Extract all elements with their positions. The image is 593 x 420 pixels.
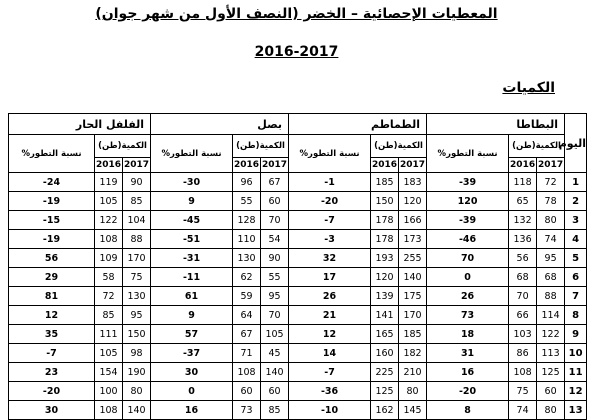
qty-2016-cell: 60	[233, 382, 261, 401]
qty-2016-cell: 109	[95, 249, 123, 268]
qty-2016-cell: 73	[233, 401, 261, 420]
qty-2016-cell: 160	[371, 344, 399, 363]
day-cell: 6	[565, 268, 587, 287]
day-cell: 13	[565, 401, 587, 420]
qty-2017-cell: 70	[261, 211, 289, 230]
rate-cell: 21	[289, 306, 371, 325]
qty-2016-cell: 178	[371, 211, 399, 230]
rate-cell: 30	[9, 401, 95, 420]
day-cell: 10	[565, 344, 587, 363]
qty-2017-cell: 45	[261, 344, 289, 363]
qty-2016-cell: 120	[371, 268, 399, 287]
rate-cell: 10-	[289, 401, 371, 420]
rate-cell: 36-	[289, 382, 371, 401]
qty-2017-cell: 183	[399, 173, 427, 192]
qty-2017-cell: 114	[537, 306, 565, 325]
rate-header: نسبة التطور%	[289, 135, 371, 173]
qty-2016-cell: 119	[95, 173, 123, 192]
qty-2016-cell: 128	[233, 211, 261, 230]
rate-cell: 0	[151, 382, 233, 401]
qty-2017-cell: 68	[537, 268, 565, 287]
year-2017-header: 2017	[399, 158, 427, 173]
qty-2017-cell: 140	[399, 268, 427, 287]
product-header: الفلفل الحار	[9, 114, 151, 135]
qty-2016-cell: 74	[509, 401, 537, 420]
table-row	[9, 401, 587, 420]
qty-2017-cell: 185	[399, 325, 427, 344]
qty-2017-cell: 74	[537, 230, 565, 249]
qty-2016-cell: 71	[233, 344, 261, 363]
day-cell: 5	[565, 249, 587, 268]
qty-2017-cell: 78	[537, 192, 565, 211]
rate-cell: 1-	[289, 173, 371, 192]
qty-2016-cell: 110	[233, 230, 261, 249]
rate-cell: 29	[9, 268, 95, 287]
day-cell: 1	[565, 173, 587, 192]
day-cell: 2	[565, 192, 587, 211]
qty-2017-cell: 72	[537, 173, 565, 192]
qty-2017-cell: 90	[123, 173, 151, 192]
table-row	[9, 173, 587, 192]
section-title: الكميات	[502, 80, 555, 96]
qty-2017-cell: 140	[261, 363, 289, 382]
qty-2017-cell: 105	[261, 325, 289, 344]
qty-2016-cell: 150	[371, 192, 399, 211]
year-2017-header: 2017	[123, 158, 151, 173]
product-header: الطماطم	[289, 114, 427, 135]
qty-2017-cell: 125	[537, 363, 565, 382]
table-row	[9, 363, 587, 382]
qty-2016-cell: 55	[233, 192, 261, 211]
qty-2017-cell: 70	[261, 306, 289, 325]
qty-2017-cell: 54	[261, 230, 289, 249]
qty-2017-cell: 173	[399, 230, 427, 249]
qty-2017-cell: 98	[123, 344, 151, 363]
rate-cell: 35	[9, 325, 95, 344]
qty-2017-cell: 55	[261, 268, 289, 287]
rate-header: نسبة التطور%	[9, 135, 95, 173]
qty-2016-cell: 193	[371, 249, 399, 268]
page-title: المعطيات الإحصائية – الخضر (النصف الأول من شهر جوان)	[95, 6, 498, 22]
rate-cell: 45-	[151, 211, 233, 230]
rate-cell: 8	[427, 401, 509, 420]
rate-cell: 9	[151, 306, 233, 325]
day-cell: 7	[565, 287, 587, 306]
rate-cell: 14	[289, 344, 371, 363]
qty-2017-cell: 170	[123, 249, 151, 268]
rate-cell: 31	[427, 344, 509, 363]
rate-cell: 7-	[9, 344, 95, 363]
qty-2016-cell: 162	[371, 401, 399, 420]
qty-2017-cell: 95	[537, 249, 565, 268]
table-row	[9, 230, 587, 249]
rate-cell: 0	[427, 268, 509, 287]
rate-cell: 20-	[427, 382, 509, 401]
rate-cell: 20-	[289, 192, 371, 211]
table-row	[9, 192, 587, 211]
qty-2016-cell: 178	[371, 230, 399, 249]
rate-cell: 81	[9, 287, 95, 306]
qty-2017-cell: 104	[123, 211, 151, 230]
year-2016-header: 2016	[233, 158, 261, 173]
rate-cell: 120	[427, 192, 509, 211]
rate-cell: 61	[151, 287, 233, 306]
qty-2016-cell: 111	[95, 325, 123, 344]
qty-2016-cell: 85	[95, 306, 123, 325]
qty-2017-cell: 75	[123, 268, 151, 287]
rate-cell: 30-	[151, 173, 233, 192]
rate-cell: 31-	[151, 249, 233, 268]
qty-2017-cell: 210	[399, 363, 427, 382]
quantity-header: الكمية(طن)	[371, 135, 427, 158]
rate-cell: 51-	[151, 230, 233, 249]
qty-2017-cell: 145	[399, 401, 427, 420]
rate-header: نسبة التطور%	[151, 135, 233, 173]
qty-2016-cell: 67	[233, 325, 261, 344]
rate-cell: 19-	[9, 230, 95, 249]
year-2017-header: 2017	[261, 158, 289, 173]
qty-2016-cell: 72	[95, 287, 123, 306]
rate-cell: 26	[289, 287, 371, 306]
rate-cell: 12	[289, 325, 371, 344]
qty-2017-cell: 80	[537, 401, 565, 420]
qty-2016-cell: 139	[371, 287, 399, 306]
rate-cell: 73	[427, 306, 509, 325]
qty-2016-cell: 75	[509, 382, 537, 401]
qty-2016-cell: 105	[95, 192, 123, 211]
year-2017-header: 2017	[537, 158, 565, 173]
rate-cell: 30	[151, 363, 233, 382]
year-2016-header: 2016	[371, 158, 399, 173]
qty-2017-cell: 80	[399, 382, 427, 401]
qty-2016-cell: 59	[233, 287, 261, 306]
qty-2016-cell: 141	[371, 306, 399, 325]
rate-cell: 11-	[151, 268, 233, 287]
rate-cell: 23	[9, 363, 95, 382]
qty-2016-cell: 154	[95, 363, 123, 382]
qty-2017-cell: 130	[123, 287, 151, 306]
rate-header: نسبة التطور%	[427, 135, 509, 173]
qty-2016-cell: 165	[371, 325, 399, 344]
qty-2016-cell: 86	[509, 344, 537, 363]
quantity-header: الكمية(طن)	[233, 135, 289, 158]
rate-cell: 7-	[289, 363, 371, 382]
quantity-header: الكمية(طن)	[95, 135, 151, 158]
day-cell: 3	[565, 211, 587, 230]
qty-2016-cell: 56	[509, 249, 537, 268]
product-header: البطاطا	[427, 114, 565, 135]
statistics-table	[8, 113, 587, 420]
qty-2017-cell: 120	[399, 192, 427, 211]
day-cell: 11	[565, 363, 587, 382]
qty-2016-cell: 185	[371, 173, 399, 192]
product-header: بصل	[151, 114, 289, 135]
qty-2017-cell: 122	[537, 325, 565, 344]
rate-cell: 16	[151, 401, 233, 420]
qty-2017-cell: 88	[123, 230, 151, 249]
qty-2016-cell: 118	[509, 173, 537, 192]
rate-cell: 12	[9, 306, 95, 325]
rate-cell: 26	[427, 287, 509, 306]
rate-cell: 19-	[9, 192, 95, 211]
rate-cell: 57	[151, 325, 233, 344]
qty-2016-cell: 132	[509, 211, 537, 230]
year-2016-header: 2016	[509, 158, 537, 173]
rate-cell: 9	[151, 192, 233, 211]
qty-2017-cell: 166	[399, 211, 427, 230]
qty-2017-cell: 85	[123, 192, 151, 211]
years-title: 2016-2017	[254, 44, 339, 60]
table-row	[9, 249, 587, 268]
qty-2017-cell: 170	[399, 306, 427, 325]
qty-2017-cell: 150	[123, 325, 151, 344]
qty-2016-cell: 66	[509, 306, 537, 325]
qty-2016-cell: 70	[509, 287, 537, 306]
qty-2016-cell: 125	[371, 382, 399, 401]
qty-2016-cell: 62	[233, 268, 261, 287]
qty-2017-cell: 140	[123, 401, 151, 420]
rate-cell: 56	[9, 249, 95, 268]
qty-2017-cell: 80	[537, 211, 565, 230]
rate-cell: 3-	[289, 230, 371, 249]
qty-2017-cell: 113	[537, 344, 565, 363]
qty-2017-cell: 190	[123, 363, 151, 382]
qty-2017-cell: 182	[399, 344, 427, 363]
rate-cell: 16	[427, 363, 509, 382]
rate-cell: 70	[427, 249, 509, 268]
day-header: اليوم	[565, 114, 587, 173]
qty-2016-cell: 108	[509, 363, 537, 382]
year-2016-header: 2016	[95, 158, 123, 173]
table-row	[9, 287, 587, 306]
qty-2017-cell: 95	[123, 306, 151, 325]
table-row	[9, 306, 587, 325]
qty-2016-cell: 58	[95, 268, 123, 287]
rate-cell: 15-	[9, 211, 95, 230]
qty-2016-cell: 65	[509, 192, 537, 211]
rate-cell: 7-	[289, 211, 371, 230]
table-row	[9, 325, 587, 344]
table-row	[9, 211, 587, 230]
qty-2017-cell: 60	[261, 382, 289, 401]
rate-cell: 37-	[151, 344, 233, 363]
rate-cell: 20-	[9, 382, 95, 401]
qty-2016-cell: 96	[233, 173, 261, 192]
rate-cell: 18	[427, 325, 509, 344]
qty-2017-cell: 90	[261, 249, 289, 268]
day-cell: 8	[565, 306, 587, 325]
qty-2016-cell: 105	[95, 344, 123, 363]
qty-2016-cell: 68	[509, 268, 537, 287]
qty-2017-cell: 80	[123, 382, 151, 401]
qty-2016-cell: 108	[233, 363, 261, 382]
rate-cell: 17	[289, 268, 371, 287]
rate-cell: 24-	[9, 173, 95, 192]
qty-2016-cell: 64	[233, 306, 261, 325]
qty-2017-cell: 60	[261, 192, 289, 211]
qty-2017-cell: 85	[261, 401, 289, 420]
qty-2016-cell: 136	[509, 230, 537, 249]
qty-2017-cell: 67	[261, 173, 289, 192]
qty-2017-cell: 60	[537, 382, 565, 401]
rate-cell: 46-	[427, 230, 509, 249]
day-cell: 12	[565, 382, 587, 401]
qty-2017-cell: 95	[261, 287, 289, 306]
table-row	[9, 344, 587, 363]
rate-cell: 39-	[427, 211, 509, 230]
qty-2016-cell: 130	[233, 249, 261, 268]
qty-2016-cell: 108	[95, 401, 123, 420]
day-cell: 4	[565, 230, 587, 249]
quantity-header: الكمية(طن)	[509, 135, 565, 158]
rate-cell: 39-	[427, 173, 509, 192]
qty-2016-cell: 225	[371, 363, 399, 382]
rate-cell: 32	[289, 249, 371, 268]
qty-2016-cell: 103	[509, 325, 537, 344]
day-cell: 9	[565, 325, 587, 344]
table-row	[9, 382, 587, 401]
qty-2016-cell: 122	[95, 211, 123, 230]
qty-2017-cell: 88	[537, 287, 565, 306]
table-row	[9, 268, 587, 287]
qty-2016-cell: 108	[95, 230, 123, 249]
qty-2016-cell: 100	[95, 382, 123, 401]
qty-2017-cell: 175	[399, 287, 427, 306]
qty-2017-cell: 255	[399, 249, 427, 268]
